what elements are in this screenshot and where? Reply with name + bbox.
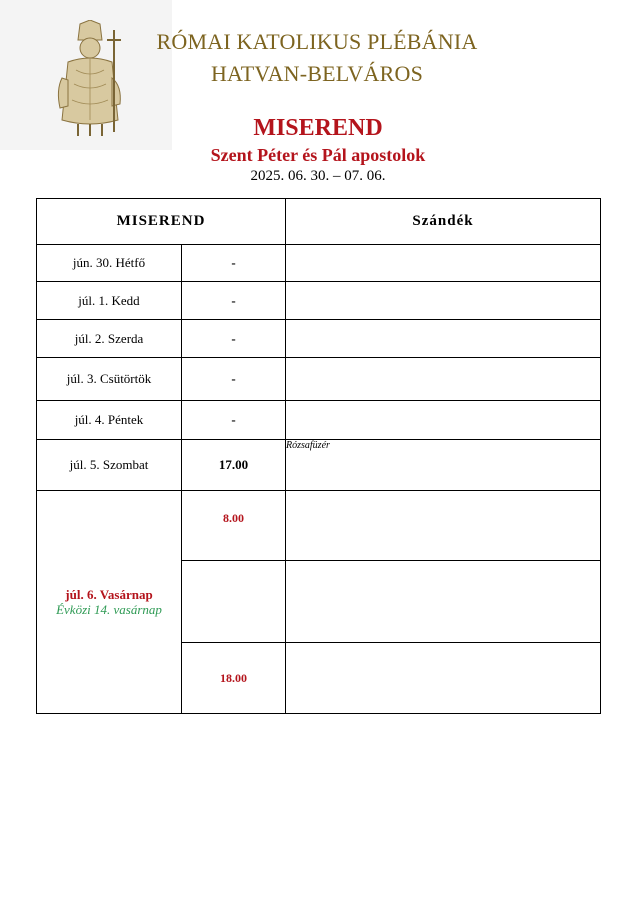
intention-cell [286, 358, 601, 401]
intention-cell [286, 282, 601, 320]
time-cell [182, 561, 286, 643]
table-header-row [37, 199, 601, 245]
time-cell: - [182, 282, 286, 320]
intention-cell [286, 561, 601, 643]
table-row [37, 401, 601, 440]
feast-name: Szent Péter és Pál apostolok [210, 145, 426, 165]
day-cell: júl. 5. Szombat [37, 440, 182, 491]
sunday-liturgical-note: Évközi 14. vasárnap [56, 602, 162, 617]
parish-name-line1: RÓMAI KATOLIKUS PLÉBÁNIA [156, 29, 478, 54]
table-row [37, 282, 601, 320]
intention-cell [286, 491, 601, 561]
time-cell: 8.00 [182, 491, 286, 561]
time-cell: - [182, 358, 286, 401]
mass-schedule-table [36, 198, 601, 714]
sunday-day-label: júl. 6. Vasárnap [65, 587, 153, 602]
day-cell: júl. 1. Kedd [37, 282, 182, 320]
day-cell: júl. 2. Szerda [37, 320, 182, 358]
parish-name [118, 26, 516, 90]
intention-cell [286, 401, 601, 440]
time-cell: 18.00 [182, 643, 286, 714]
intention-cell [286, 245, 601, 282]
intention-cell [286, 643, 601, 714]
time-cell: - [182, 245, 286, 282]
table-row-sunday [37, 491, 601, 561]
time-cell: - [182, 401, 286, 440]
date-range: 2025. 06. 30. – 07. 06. [250, 168, 386, 184]
document-title: MISEREND [253, 115, 383, 141]
day-cell: jún. 30. Hétfő [37, 245, 182, 282]
intention-cell [286, 320, 601, 358]
day-cell: júl. 4. Péntek [37, 401, 182, 440]
day-cell: júl. 3. Csütörtök [37, 358, 182, 401]
column-header-intention: Szándék [286, 199, 601, 245]
sunday-day-cell [37, 491, 182, 714]
parish-name-line2: HATVAN-BELVÁROS [210, 61, 424, 86]
table-row [37, 358, 601, 401]
table-row [37, 320, 601, 358]
heading-block [0, 113, 636, 185]
table-row [37, 245, 601, 282]
column-header-schedule: MISEREND [37, 199, 286, 245]
table-row [37, 440, 601, 491]
time-cell: - [182, 320, 286, 358]
intention-cell: Rózsafüzér [286, 440, 601, 491]
time-cell: 17.00 [182, 440, 286, 491]
